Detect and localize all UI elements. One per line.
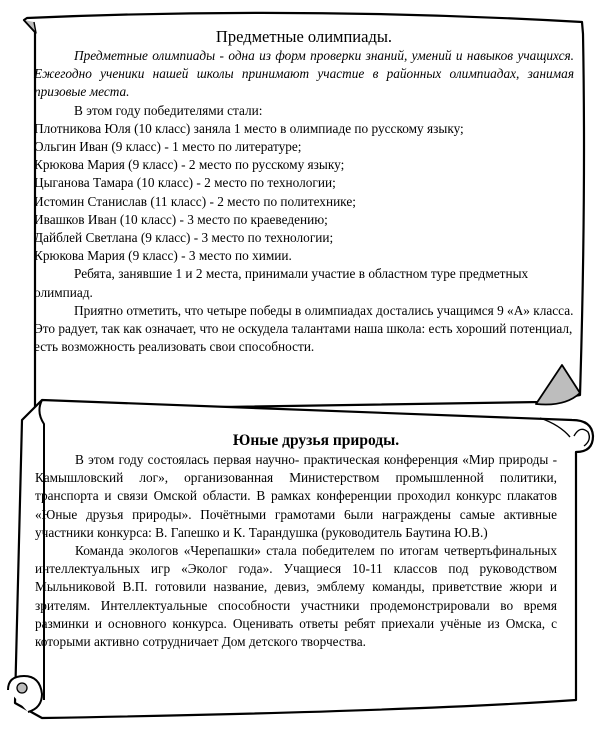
olympiads-closing: Приятно отметить, что четыре победы в олимпиадах достались учащимся 9 «А» класса. Это радует, так как означает, что не оскудела талантами наша школа: есть хороший потенциал, есть возможность реализовать свои способности.	[34, 302, 574, 355]
olympiads-section	[34, 27, 574, 356]
olympiads-intro: Предметные олимпиады - одна из форм проверки знаний, умений и навыков учащихся. Ежегодно ученики нашей школы принимают участие в районных олимпиадах, занимая призовые места.	[34, 48, 574, 100]
winner-line: Ольгин Иван (9 класс) - 1 место по литературе;	[34, 139, 302, 155]
winner-line: Крюкова Мария (9 класс) - 3 место по химии.	[34, 248, 292, 264]
olympiads-title: Предметные олимпиады.	[215, 27, 393, 46]
nature-paragraph-team: Команда экологов «Черепашки» стала победителем по итогам четвертьфинальных интеллектуальных игр «Эколог года». Учащиеся 10-11 классов под руководством Мыльниковой В.П. готовили название, девиз, эмблему команды, приветствие жюри и зрителям. Интеллектуальные способности участники продемонстрировали во время разминки и основного конкурса. Оценивать ответы ребят приехали учёные из Омска, с которыми активно сотрудничает Дом детского творчества.	[35, 543, 557, 650]
winner-line: Дайблей Светлана (9 класс) - 3 место по технологии;	[34, 230, 334, 246]
regional-note: Ребята, занявшие 1 и 2 места, принимали участие в областном туре предметных олимпиад.	[34, 266, 529, 300]
winner-line: Крюкова Мария (9 класс) - 2 место по русскому языку;	[34, 157, 345, 173]
nature-paragraph-conference: В этом году состоялась первая научно- практическая конференция «Мир природы - Камышловский лог», организованная Министерством промышленной политики, транспорта и связи Омской области. В рамках конференции проходил конкурс плакатов «Юные друзья природы». Почётными грамотами 6ыли награждены самые активные участники конкурса: В. Гапешко и К. Тарандушка (руководитель Баутина Ю.В.)	[35, 452, 557, 540]
nature-section	[35, 431, 557, 651]
nature-title: Юные друзья природы.	[232, 432, 400, 449]
winner-line: Плотникова Юля (10 класс) заняла 1 место в олимпиаде по русскому языку;	[34, 120, 464, 136]
winner-line: Истомин Станислав (11 класс) - 2 место по политехнике;	[34, 193, 356, 209]
winner-line: Ивашков Иван (10 класс) - 3 место по краеведению;	[34, 211, 328, 227]
winner-line: Цыганова Тамара (10 класс) - 2 место по технологии;	[34, 175, 336, 191]
winners-heading: В этом году победителями стали:	[74, 102, 263, 118]
